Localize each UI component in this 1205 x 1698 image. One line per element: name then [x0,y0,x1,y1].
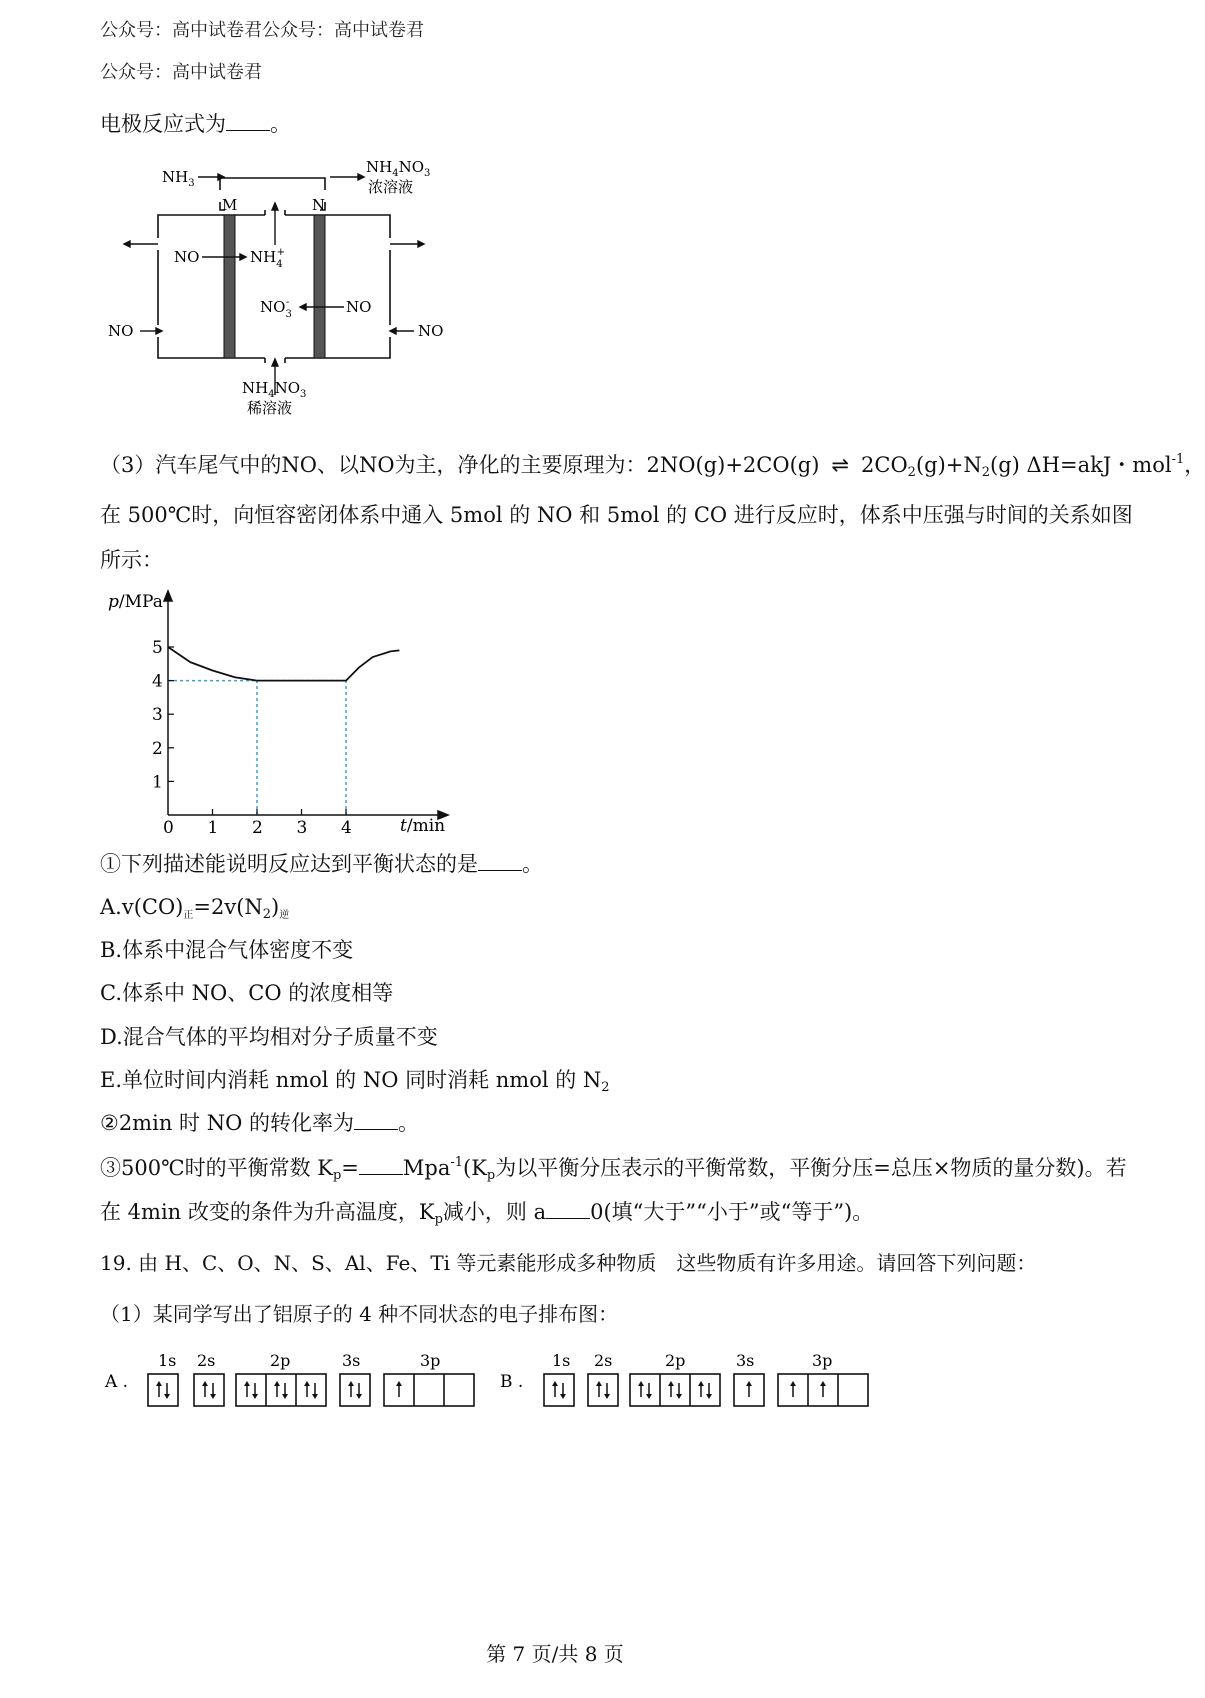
label-concentrated: 浓溶液 [368,178,414,196]
level-label-1s: 1s [158,1351,177,1370]
q19-stem: 19. 由 H、C、O、N、S、Al、Fe、Ti 等元素能形成多种物质 这些物质有许多用途。请回答下列问题： [100,1251,1037,1275]
electrode-n-plate [314,215,325,358]
answer-blank [359,1160,403,1175]
x-tick-label: 0 [163,818,174,838]
electrons-b [552,1381,826,1399]
option-a-text-c: ) [271,895,280,919]
equilibrium-arrow: ⇌ [831,453,850,477]
level-label-2s: 2s [197,1351,216,1370]
electrons-a [156,1381,402,1399]
q3-text-d: (g) ΔH=akJ・mol [990,453,1172,477]
label-nh3: $NH_3$ [162,168,195,189]
sub3-text-a: ③500℃时的平衡常数 K [100,1156,333,1180]
answer-blank [546,1204,590,1219]
label-dilute: 稀溶液 [247,399,293,417]
sub3-sup-c: -1 [450,1155,464,1170]
sub2-text: ②2min 时 NO 的转化率为 [100,1111,354,1135]
sub2 [100,1111,419,1136]
label-no-left-mid: NO [174,248,200,266]
sub1-stem-end: 。 [522,852,543,876]
level-label-2s-b: 2s [594,1351,613,1370]
label-no3-ion: $NO_3-$ [260,297,292,320]
option-a-sub2: 2 [262,907,272,922]
y-tick-label: 4 [152,671,163,692]
label-no-right-mid: NO [346,298,372,316]
label-nh4-ion: $NH_4+$ [250,247,285,270]
option-b: B.体系中混合气体密度不变 [100,938,354,962]
label-no-left-in: NO [108,322,134,340]
y-tick-label: 2 [152,738,163,759]
sub3-line2 [100,1200,873,1228]
option-e-text: E.单位时间内消耗 nmol 的 NO 同时消耗 nmol 的 N [100,1068,602,1092]
q3-sub-b: 2 [907,465,916,480]
header-watermark-1: 公众号：高中试卷君公众号：高中试卷君 [100,20,424,41]
sub3-text-c: Mpa [402,1156,451,1180]
label-electrode-m: M [222,196,238,214]
y-axis-label: p/MPa [108,592,163,612]
level-label-3p-b: 3p [812,1351,833,1370]
pressure-curve [168,647,399,681]
sub3-line2-sub: p [434,1212,443,1227]
sub3-text-d: (K [463,1156,487,1180]
orbital-diagrams [100,1346,890,1418]
label-no-right-in: NO [418,322,444,340]
level-label-3s-b: 3s [736,1351,755,1370]
sub2-end: 。 [397,1111,419,1135]
sub3-text-b: = [341,1156,359,1180]
sub1-stem [100,852,543,877]
q3-sup-d: -1 [1171,452,1185,467]
x-tick-label: 2 [252,818,263,838]
answer-blank [226,116,270,131]
option-a-text-b: =2v(N [193,895,263,919]
q3-line3: 所示： [100,548,163,572]
option-a [100,895,289,923]
sub3-line2-text-a: 在 4min 改变的条件为升高温度，K [100,1200,435,1224]
pressure-time-chart [100,585,460,838]
level-label-3s: 3s [342,1351,361,1370]
y-tick-label: 1 [152,772,163,793]
label-electrode-n: N [312,196,326,214]
header-watermark-2: 公众号：高中试卷君 [100,62,262,83]
answer-blank [354,1115,398,1130]
electrode-m-plate [224,215,235,358]
q3-text-b: 2CO [861,453,908,477]
y-tick-label: 5 [152,638,163,658]
page-footer: 第 7 页/共 8 页 [486,1642,624,1666]
option-e [100,1068,610,1096]
sub1-stem-text: ①下列描述能说明反应达到平衡状态的是 [100,852,478,876]
x-axis-label: t/min [400,816,446,836]
sub3-sub-d: p [486,1168,496,1183]
option-a-sub1: 正 [183,910,194,921]
sub3-text-e: 为以平衡分压表示的平衡常数，平衡分压=总压×物质的量分数)。若 [495,1156,1127,1180]
sub3-line1 [100,1155,1127,1184]
level-label-1s-b: 1s [552,1351,571,1370]
level-label-2p-b: 2p [665,1351,686,1370]
q3-line2: 在 500℃时，向恒容密闭体系中通入 5mol 的 NO 和 5mol 的 CO 进行反应时，体系中压强与时间的关系如图 [100,503,1133,527]
sub3-line2-text-c: 0(填“大于”“小于”或“等于”)。 [590,1200,874,1224]
sub3-sub-a: p [332,1168,342,1183]
option-a-text: A.v(CO) [100,895,184,919]
x-tick-label: 3 [296,818,308,838]
option-c: C.体系中 NO、CO 的浓度相等 [100,981,394,1005]
y-tick-label: 3 [152,705,163,726]
q19-sub1: （1）某同学写出了铝原子的 4 种不同状态的电子排布图： [100,1302,619,1326]
answer-blank [478,856,522,871]
q3-text-c: (g)+N [915,453,982,477]
x-tick-label: 4 [341,818,352,838]
option-label-a: A . [105,1372,129,1392]
option-e-sub: 2 [601,1080,610,1095]
q3-sub-c: 2 [981,465,991,480]
sub3-line2-text-b: 减小，则 a [442,1200,547,1224]
label-nh4no3-top: $NH_4NO_3$ [366,158,431,179]
option-a-sub3: 逆 [279,910,290,921]
intro-text: 电极反应式为 [100,112,226,136]
electrolysis-cell-diagram [100,150,460,420]
level-label-3p: 3p [420,1351,441,1370]
q3-text-a: （3）汽车尾气中的NO、以NO为主，净化的主要原理为：2NO(g)+2CO(g) [100,453,820,477]
option-label-b: B . [500,1372,524,1392]
intro-line: 电极反应式为 。 [100,112,291,136]
level-label-2p: 2p [270,1351,291,1370]
option-d: D.混合气体的平均相对分子质量不变 [100,1025,438,1049]
q3-text-e: ， [1184,453,1205,477]
q3-line1 [100,452,1205,481]
x-tick-label: 1 [207,818,219,838]
label-nh4no3-bottom: $NH_4NO_3$ [242,379,307,400]
